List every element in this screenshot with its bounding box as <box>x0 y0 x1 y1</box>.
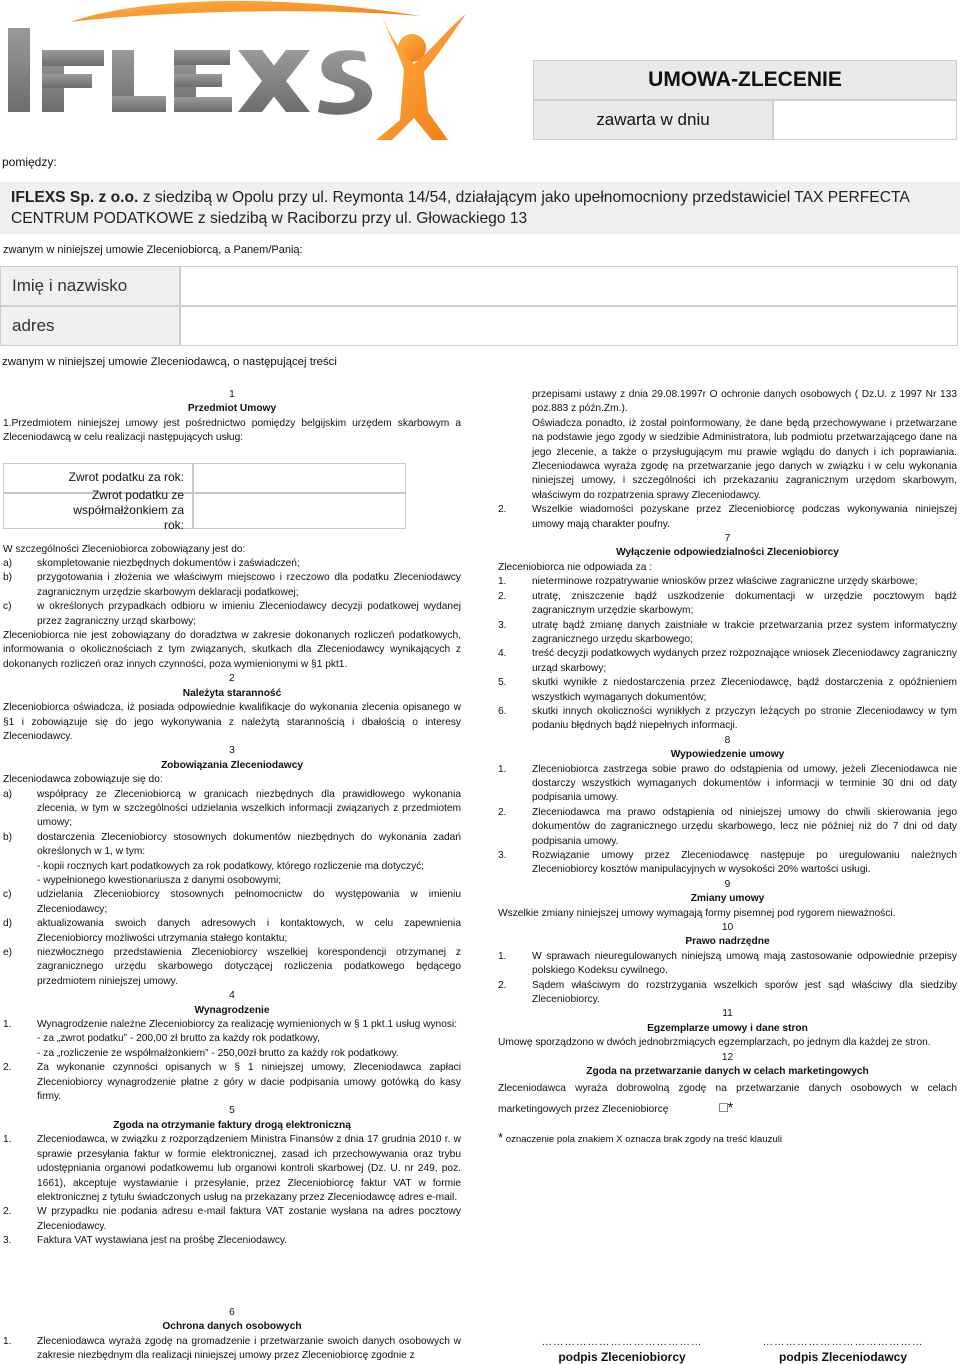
list-item-marker: 3. <box>498 850 507 861</box>
signature-right <box>748 1336 938 1364</box>
section-5-number: 5 <box>229 1105 235 1117</box>
list-item-text: utratę, zniszczenie bądź uszkodzenie dokumentacji w urzędzie pocztowym bądź zagranicznym urzędzie skarbowym; <box>532 590 957 617</box>
list-item-text: W sprawach nieuregulowanych niniejszą umową mają zastosowanie odpowiednie przepisy polskiego Kodeksu cywilnego. <box>532 950 957 977</box>
section-9-text: Wszelkie zmiany niniejszej umowy wymagają formy pisemnej pod rygorem nieważności. <box>498 907 896 919</box>
contract-title-cell <box>533 60 957 100</box>
section-9-title: Zmiany umowy <box>690 893 765 905</box>
section-12-number: 12 <box>721 1051 734 1063</box>
refund-spouse-label: Zwrot podatku ze współmałżonkiem za rok: <box>73 488 184 533</box>
signature-label-right: podpis Zleceniodawcy <box>778 1350 908 1364</box>
date-input[interactable] <box>773 100 957 140</box>
list-item-marker: a) <box>3 558 13 570</box>
list-item-marker: 2. <box>498 979 507 991</box>
list-item <box>3 788 461 831</box>
section-6-list-right <box>498 503 957 532</box>
list-item <box>3 1018 461 1032</box>
list-item-text: Zleceniodawca ma prawo odstąpienia od niniejszej umowy do chwili skierowania jego dokumentów do zagranicznego urzędu skarbowego, lecz nie później niż do 7 dni od daty podpisania umowy. <box>532 806 957 847</box>
section-1-intro: W szczególności Zleceniobiorca zobowiązany jest do: <box>3 543 246 555</box>
section-3-number: 3 <box>229 745 235 757</box>
list-item <box>3 860 461 874</box>
date-row <box>533 100 957 140</box>
section-8-list <box>498 763 957 878</box>
section-1-list <box>3 557 461 629</box>
section-7-intro: Zleceniobiorca nie odpowiada za : <box>498 561 653 573</box>
header-box <box>533 60 957 140</box>
date-label: zawarta w dniu <box>596 110 710 129</box>
list-item-marker: e) <box>3 947 13 958</box>
section-2-number: 2 <box>229 673 235 685</box>
list-item <box>3 1234 461 1248</box>
footnote-star: * <box>498 1129 504 1145</box>
name-label: Imię i nazwisko <box>12 276 128 295</box>
list-item-text: Za wykonanie czynności opisanych w § 1 niniejszej umowy, Zleceniodawca zapłaci Zleceniobiorcy wynagrodzenie płatne z góry w dacie podpisania umowy gotówką do kasy firmy. <box>37 1062 461 1103</box>
signature-label-left: podpis Zleceniobiorcy <box>558 1350 686 1364</box>
list-item-marker: 2. <box>3 1062 12 1074</box>
section-11-title: Egzemplarze umowy i dane stron <box>647 1022 808 1034</box>
list-item-marker: b) <box>3 572 13 584</box>
list-item-marker: 1. <box>498 763 507 775</box>
list-item-marker: c) <box>3 889 12 901</box>
list-item-marker: b) <box>3 831 13 843</box>
list-item-text: - wypełnionego kwestionariusza z danymi osobowymi; <box>37 874 282 886</box>
contract-title: UMOWA-ZLECENIE <box>648 68 842 91</box>
list-item-text: skompletowanie niezbędnych dokumentów i zaświadczeń; <box>37 558 300 570</box>
company-description <box>11 187 951 229</box>
list-item-marker: c) <box>3 601 12 613</box>
section-4-list <box>3 1018 461 1104</box>
list-item-text: Sądem właściwym do rozstrzygania wszelkich sporów jest sąd właściwy dla siedziby Zleceniobiorcy. <box>532 979 957 1006</box>
list-item <box>3 571 461 600</box>
list-item-marker: d) <box>3 918 13 930</box>
list-item-marker: 2. <box>498 806 507 818</box>
list-item-text: Wszelkie wiadomości pozyskane przez Zleceniobiorcę podczas wykonywania niniejszej umowy mają charakter poufny. <box>532 504 957 530</box>
list-item <box>3 874 461 888</box>
list-item <box>498 575 957 589</box>
list-item-text: skutki innych okoliczności wynikłych z przyczyn leżących po stronie Zleceniodawcy w tym podaniu błędnych bądź niepełnych informacji. <box>532 705 957 732</box>
list-item <box>498 849 957 878</box>
footnote-text: oznaczenie pola znakiem X oznacza brak zgody na treść klauzuli <box>505 1133 782 1145</box>
list-item <box>498 950 957 979</box>
list-item-text: Zleceniodawca, w związku z rozporządzeniem Ministra Finansów z dnia 17 grudnia 2010 r. w sprawie przesyłania faktur w formie elektronicznej, zasad ich przechowywania oraz trybu udostępniania organowi podatkowemu lub organowi kontroli skarbowej (Dz. U. nr 249, poz. 1661), akceptuje wystawianie i przesyłanie, przez Zleceniobiorcę faktur VAT w formie elektronicznej z tytułu świadczonych usług na przekazany przez Zleceniodawcę adres e-mail. <box>37 1134 461 1203</box>
contractor-intro: zwanym w niniejszej umowie Zleceniodawcą, o następującej treści <box>2 356 337 368</box>
section-3-intro: Zleceniodawca zobowiązuje się do: <box>3 774 163 786</box>
list-item <box>498 705 957 734</box>
list-item-marker: 1. <box>3 1134 12 1146</box>
list-item <box>498 503 957 532</box>
person-form <box>0 266 958 346</box>
marketing-consent-checkbox[interactable]: □* <box>719 1098 734 1115</box>
list-item <box>3 1133 461 1205</box>
list-item-marker: 3. <box>3 1235 12 1247</box>
logo-graphic <box>0 0 470 150</box>
section-5-title: Zgoda na otrzymanie faktury drogą elektroniczną <box>113 1119 351 1131</box>
company-name: IFLEXS Sp. z o.o. <box>11 189 139 206</box>
list-item-marker: 1. <box>498 950 507 962</box>
section-3-list <box>3 788 461 990</box>
section-4-number: 4 <box>229 990 235 1002</box>
list-item-text: - za „rozliczenie ze współmałżonkiem” - 250,00zł brutto za każdy rok podatkowy. <box>37 1047 399 1059</box>
list-item-marker: 2. <box>498 590 507 602</box>
section-1-number: 1 <box>229 389 235 400</box>
address-label-cell <box>0 306 180 346</box>
list-item-text: treść decyzji podatkowych wydanych przez rozpoznające wniosek Zleceniodawcy zagraniczny urząd skarbowy; <box>532 648 957 674</box>
list-item-marker: 1. <box>3 1335 12 1347</box>
refund-spouse-label-cell <box>3 488 193 533</box>
list-item <box>498 979 957 1008</box>
list-item-text: Zleceniodawca wyraża zgodę na gromadzenie i przetwarzanie swoich danych osobowych w zakresie niezbędnym dla realizacji niniejszej umowy przez Zleceniobiorcę zgodnie z <box>37 1335 461 1362</box>
section-6-continuation-2: Oświadcza ponadto, iż został poinformowany, że dane będą przechowywane i przetwarzane na podstawie jego zgody w siedzibie Administratora, lub podmiotu przetwarzającego dane na jego zlecenie, a także o przysługującym mu prawie wglądu do danych i ich poprawiania. Zleceniodawca wyraża zgodę na przetwarzanie jego danych w związku i w celu wykonania niniejszej umowy, i szczególności ich przekazaniu zagranicznym urzędom skarbowym, właściwym do rozpatrzenia sprawy Zleceniodawcy. <box>532 417 957 501</box>
section-12-title: Zgoda na przetwarzanie danych w celach marketingowych <box>586 1066 869 1078</box>
list-item-text: skutki wynikłe z niedostarczenia przez Zleceniodawcę, bądź dostarczenia z opóźnieniem wszystkich wymaganych dokumentów; <box>532 677 957 703</box>
list-item <box>3 1047 461 1061</box>
section-2-text: Zleceniobiorca oświadcza, iż posiada odpowiednie kwalifikacje do wykonania zlecenia opisanego w §1 i zobowiązuje się do jego wykonywania z należytą starannością i dbałością o interesy Zleceniodawcy. <box>3 702 461 742</box>
list-item <box>498 763 957 806</box>
section-10-title: Prawo nadrzędne <box>685 936 770 948</box>
right-column <box>498 388 957 1147</box>
list-item-marker <box>3 1047 37 1061</box>
list-item-text: Rozwiązanie umowy przez Zleceniodawcę następuje po uregulowaniu należnych Zleceniobiorcy kosztów manipulacyjnych w wysokości 20% wartości usługi. <box>532 850 957 876</box>
list-item <box>3 1205 461 1234</box>
list-item-text: W przypadku nie podania adresu e-mail faktura VAT zostanie wysłana na adres pocztowy Zleceniodawcy. <box>37 1206 461 1232</box>
list-item-marker <box>3 1032 37 1046</box>
list-item <box>3 557 461 571</box>
address-label: adres <box>12 316 55 335</box>
signature-line-left: …………………………………… <box>541 1336 703 1348</box>
list-item-marker: 1. <box>3 1019 12 1031</box>
refund-form <box>3 463 461 533</box>
list-item-marker: 6. <box>498 705 507 717</box>
list-item-marker <box>3 860 37 874</box>
list-item <box>3 888 461 917</box>
list-item-marker: 2. <box>3 1206 12 1218</box>
list-item <box>498 590 957 619</box>
section-1-after: Zleceniobiorca nie jest zobowiązany do doradztwa w zakresie dokonanych rozliczeń podatkowych, informowania o okolicznościach z tym związanych, skutkach dla Zleceniodawcy wynikających z dokonanych rozliczeń oraz innych czynności, poza wymienionymi w §1 pkt1. <box>3 630 461 670</box>
list-item <box>3 1335 461 1364</box>
list-item <box>3 831 461 860</box>
list-item-marker: 4. <box>498 648 507 660</box>
footnote <box>498 1131 957 1147</box>
client-intro: zwanym w niniejszej umowie Zleceniobiorcą, a Panem/Panią: <box>3 244 303 256</box>
list-item-text: nieterminowe rozpatrywanie wniosków przez właściwe zagraniczne urzędy skarbowe; <box>532 576 918 588</box>
section-10-list <box>498 950 957 1008</box>
list-item <box>498 806 957 849</box>
list-item-text: w określonych przypadkach odbioru w imieniu Zleceniodawcy decyzji podatkowej wydanej przez zagraniczny urząd skarbowy; <box>37 601 461 627</box>
marketing-consent-text: Zleceniodawca wyraża dobrowolną zgodę na przetwarzanie danych osobowych w celach marketingowych przez Zleceniobiorcę <box>498 1082 957 1115</box>
list-item-text: aktualizowania swoich danych adresowych i kontaktowych, w celu zapewnienia Zleceniobiorcy możliwości utrzymania stałego kontaktu; <box>37 918 461 944</box>
list-item-marker: a) <box>3 788 13 800</box>
section-8-title: Wypowiedzenie umowy <box>670 749 785 761</box>
section-7-title: Wyłączenie odpowiedzialności Zleceniobiorcy <box>616 547 839 559</box>
list-item-text: Wynagrodzenie należne Zleceniobiorcy za realizację wymienionych w § 1 pkt.1 usług wynosi: <box>37 1019 458 1031</box>
section-1-text: 1.Przedmiotem niniejszej umowy jest pośrednictwo pomiędzy belgijskim urzędem skarbowym a Zleceniodawcą w celu realizacji następujących usług: <box>3 417 461 444</box>
section-1-title: Przedmiot Umowy <box>187 403 277 415</box>
list-item-marker: 2. <box>498 504 507 516</box>
list-item-text: niezwłocznego przedstawienia Zleceniobiorcy wszelkiej korespondencji otrzymanej z zagranicznego urzędu skarbowego dotyczącej rozliczenia podatkowego będącego przedmiotem niniejszej umowy. <box>37 947 461 987</box>
list-item-text: Zleceniobiorca zastrzega sobie prawo do odstąpienia od umowy, jeżeli Zleceniodawca nie dostarczy wszystkich wymaganych dokumentów i informacji w terminie 30 dni od daty podpisania umowy. <box>532 763 957 804</box>
section-6-continuation: przepisami ustawy z dnia 29.08.1997r O ochronie danych osobowych ( Dz.U. z 1997 Nr 133 poz.883 z późn.Zm.). <box>532 389 957 415</box>
list-item-text: - kopii rocznych kart podatkowych za rok podatkowy, którego rozliczenie ma dotyczyć; <box>37 860 425 872</box>
section-8-number: 8 <box>724 734 731 746</box>
company-address: z siedzibą w Opolu przy ul. Reymonta 14/54, działającym jako upełnomocniony przedstawiciel TAX PERFECTA CENTRUM PODATKOWE z siedzibą w Raciborzu przy ul. Głowackiego 13 <box>11 189 909 227</box>
list-item-marker: 3. <box>498 619 507 631</box>
list-item-text: przygotowania i złożenia we właściwym miejscowo i rzeczowo dla podatku Zleceniodawcy zagranicznym urzędzie skarbowym deklaracji podatkowej; <box>37 572 461 598</box>
refund-spouse-year-input[interactable] <box>193 493 406 529</box>
name-input[interactable] <box>180 266 958 306</box>
address-input[interactable] <box>180 306 958 346</box>
list-item-text: utratę bądź zmianę danych zaistniałe w trakcie przetwarzania przez system informatyczny zagranicznego urzędu skarbowego; <box>532 619 957 645</box>
list-item <box>3 1061 461 1104</box>
list-item <box>498 676 957 705</box>
between-label: pomiędzy: <box>2 155 57 169</box>
section-3-title: Zobowiązania Zleceniodawcy <box>160 759 304 771</box>
date-label-cell <box>533 100 773 140</box>
section-4-title: Wynagrodzenie <box>194 1004 270 1016</box>
section-7-list <box>498 575 957 733</box>
section-5-list <box>3 1133 461 1248</box>
section-2-title: Należyta staranność <box>182 687 282 699</box>
company-logo <box>0 0 470 150</box>
list-item-text: dostarczenia Zleceniobiorcy stosownych dokumentów niezbędnych do wykonania zadań określonych w 1, w tym: <box>37 831 461 858</box>
list-item-marker: 1. <box>498 576 507 588</box>
list-item <box>3 917 461 946</box>
list-item-text: udzielania Zleceniobiorcy stosownych pełnomocnictw do występowania w imieniu Zleceniodawcy; <box>37 889 461 915</box>
section-9-number: 9 <box>724 878 731 890</box>
list-item-text: współpracy ze Zleceniobiorcą w granicach niezbędnych dla prawidłowego wykonania zlecenia, w tym w szczególności udzielania wszelkich informacji związanych z przedmiotem umowy; <box>37 788 461 829</box>
list-item <box>3 600 461 629</box>
name-label-cell <box>0 266 180 306</box>
signature-left <box>527 1336 717 1364</box>
section-6-number: 6 <box>229 1307 235 1318</box>
section-10-number: 10 <box>721 922 734 934</box>
section-6-title: Ochrona danych osobowych <box>162 1321 302 1333</box>
list-item <box>498 619 957 648</box>
left-column <box>3 388 461 1249</box>
list-item <box>3 946 461 989</box>
section-11-number: 11 <box>722 1008 733 1020</box>
refund-label: Zwrot podatku za rok: <box>68 470 184 485</box>
section-12-text <box>498 1080 957 1119</box>
section-11-text: Umowę sporządzono w dwóch jednobrzmiących egzemplarzach, po jednym dla każdej ze stron. <box>498 1037 931 1049</box>
section-6-block <box>3 1306 461 1364</box>
refund-year-input[interactable] <box>193 463 406 493</box>
list-item <box>498 647 957 676</box>
list-item-marker: 5. <box>498 677 507 689</box>
list-item-marker <box>3 874 37 888</box>
list-item-text: - za „zwrot podatku” - 200,00 zł brutto za każdy rok podatkowy, <box>37 1033 320 1045</box>
list-item <box>3 1032 461 1046</box>
list-item-text: Faktura VAT wystawiana jest na prośbę Zleceniodawcy. <box>37 1235 288 1247</box>
signature-line-right: …………………………………… <box>762 1336 924 1348</box>
section-7-number: 7 <box>724 533 731 545</box>
section-6-list <box>3 1335 461 1364</box>
